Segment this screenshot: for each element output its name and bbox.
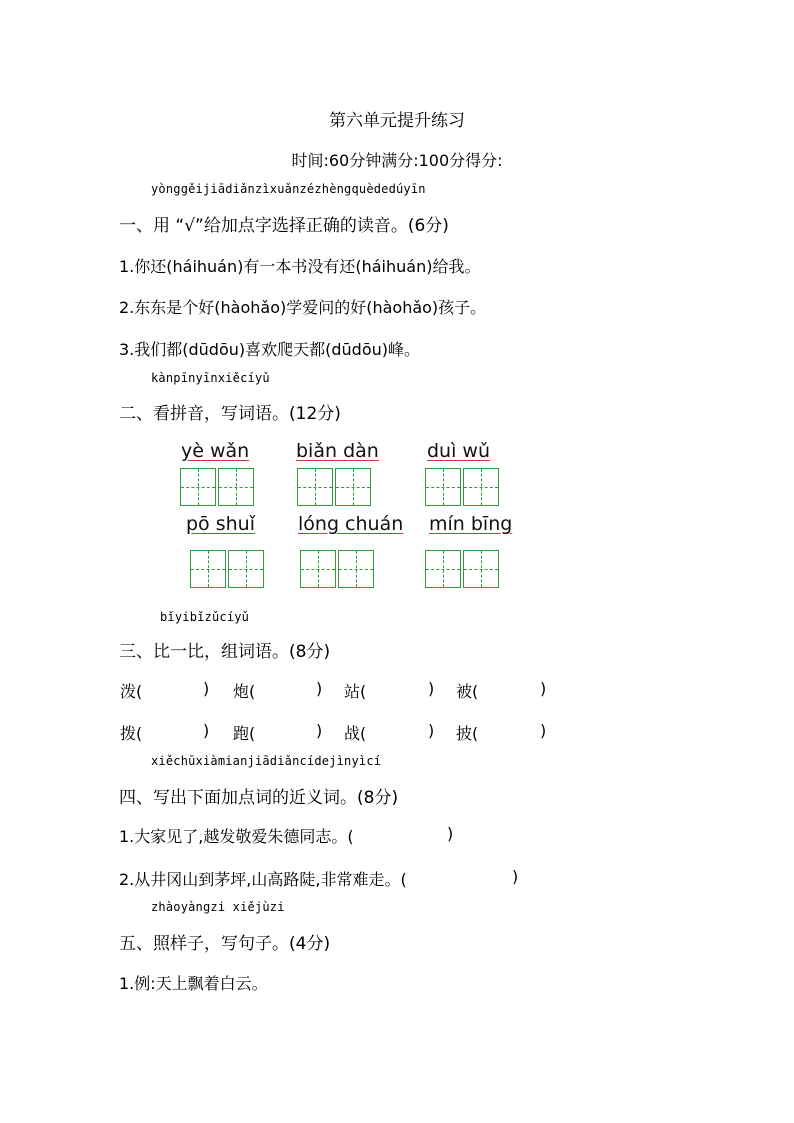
question-1-1: 1.你还(háihuán)有一本书没有还(háihuán)给我。 <box>119 257 481 276</box>
blank-close[interactable]: ) <box>540 721 547 740</box>
section-3-pinyin: bǐyibǐzǔcíyǔ <box>160 610 250 624</box>
section-2-pinyin: kànpīnyīnxiěcíyǔ <box>151 371 270 385</box>
pinyin-word-1: yè wǎn <box>181 440 250 462</box>
compare-word-5: 拨( <box>120 724 143 743</box>
question-1-3: 3.我们都(dūdōu)喜欢爬天都(dūdōu)峰。 <box>119 340 421 359</box>
pinyin-word-4: pō shuǐ <box>186 513 255 535</box>
pinyin-word-2: biǎn dàn <box>296 440 379 462</box>
question-1-2: 2.东东是个好(hàohǎo)学爱问的好(hàohǎo)孩子。 <box>119 298 487 317</box>
blank-close[interactable]: ) <box>316 721 323 740</box>
question-4-2: 2.从井冈山到茅坪,山高路陡,非常难走。( <box>119 870 407 889</box>
writing-box[interactable] <box>180 468 216 506</box>
blank-close[interactable]: ) <box>540 679 547 698</box>
exam-info: 时间:60分钟满分:100分得分: <box>291 151 503 170</box>
blank-close[interactable]: ) <box>447 824 454 843</box>
compare-word-8: 披( <box>456 724 479 743</box>
writing-box[interactable] <box>463 468 499 506</box>
compare-word-4: 被( <box>456 682 479 701</box>
section-1-heading: 一、用 “√”给加点字选择正确的读音。(6分) <box>119 216 449 236</box>
blank-close[interactable]: ) <box>316 679 323 698</box>
page-title: 第六单元提升练习 <box>329 111 465 131</box>
writing-box[interactable] <box>190 550 226 588</box>
pinyin-word-3: duì wǔ <box>427 440 491 462</box>
section-5-heading: 五、照样子，写句子。(4分) <box>119 934 331 954</box>
writing-box[interactable] <box>425 550 461 588</box>
section-4-pinyin: xiěchūxiàmianjiādiǎncídejìnyìcí <box>151 754 382 768</box>
writing-box[interactable] <box>425 468 461 506</box>
section-5-pinyin: zhàoyàngzi xiějùzi <box>151 900 285 914</box>
section-4-heading: 四、写出下面加点词的近义词。(8分) <box>119 788 399 808</box>
compare-word-2: 炮( <box>233 682 256 701</box>
compare-word-6: 跑( <box>233 724 256 743</box>
writing-box[interactable] <box>297 468 333 506</box>
blank-close[interactable]: ) <box>428 679 435 698</box>
compare-word-3: 站( <box>344 682 367 701</box>
compare-word-7: 战( <box>344 724 367 743</box>
blank-close[interactable]: ) <box>203 721 210 740</box>
pinyin-word-5: lóng chuán <box>298 513 404 535</box>
writing-box[interactable] <box>300 550 336 588</box>
section-3-heading: 三、比一比，组词语。(8分) <box>119 642 331 662</box>
pinyin-word-6: mín bīng <box>429 513 513 535</box>
blank-close[interactable]: ) <box>428 721 435 740</box>
blank-close[interactable]: ) <box>203 679 210 698</box>
section-1-pinyin: yònggěijiādiǎnzìxuǎnzézhèngquèdedúyīn <box>151 182 426 196</box>
writing-box[interactable] <box>338 550 374 588</box>
section-2-heading: 二、看拼音，写词语。(12分) <box>119 404 341 424</box>
writing-box[interactable] <box>228 550 264 588</box>
question-4-1: 1.大家见了,越发敬爱朱德同志。( <box>119 827 354 846</box>
writing-box[interactable] <box>218 468 254 506</box>
blank-close[interactable]: ) <box>512 867 519 886</box>
question-5-1: 1.例:天上飘着白云。 <box>119 974 268 993</box>
writing-box[interactable] <box>463 550 499 588</box>
compare-word-1: 泼( <box>120 682 143 701</box>
writing-box[interactable] <box>335 468 371 506</box>
